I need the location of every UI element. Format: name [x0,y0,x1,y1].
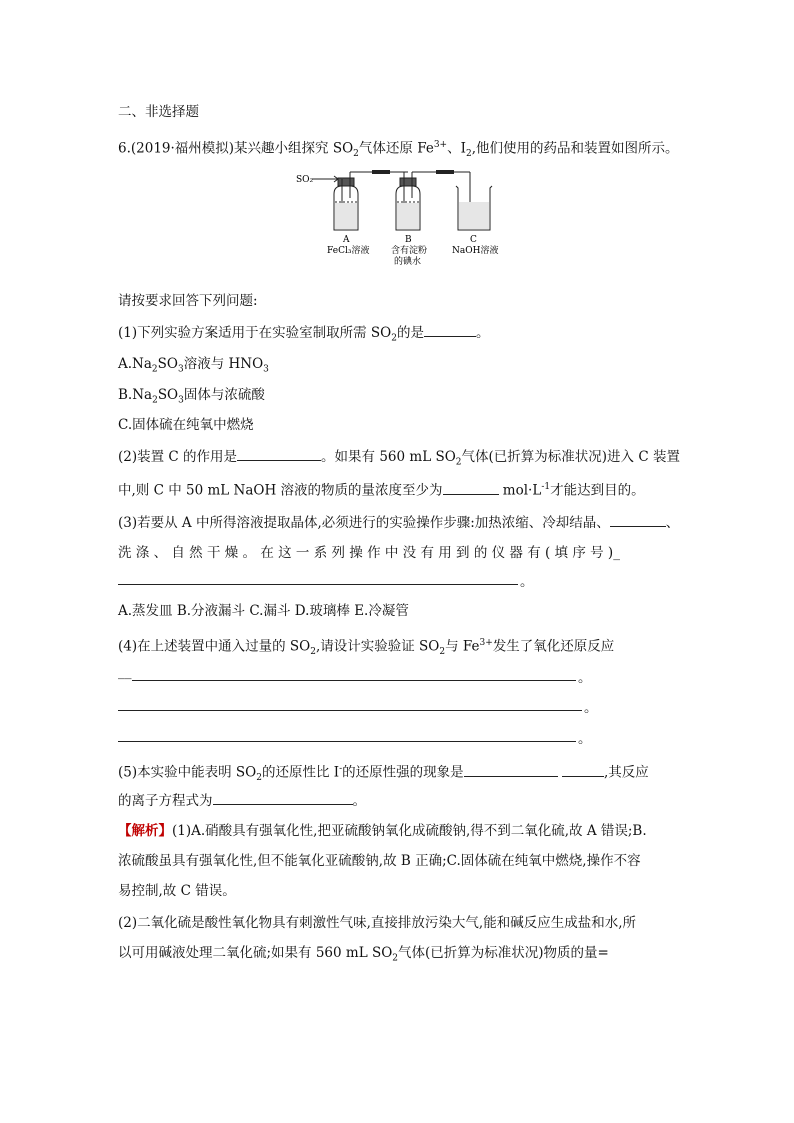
bottle-a-letter: A [343,235,350,245]
bottle-b-letter: B [405,235,412,245]
section-title: 二、非选择题 [118,104,199,120]
answer-line[interactable] [118,710,582,711]
blank-prefix: __ [118,664,132,680]
beaker-c [456,172,492,230]
period: 。 [520,574,534,590]
part-1: (1)下列实验方案适用于在实验室制取所需 $SO_2$的是 。 [118,322,489,348]
analysis-line-4: (2)二氧化硫是酸性氧化物具有刺激性气味,直接排放污染大气,能和碱反应生成盐和水,所 [118,915,636,931]
option-b: $B.Na_2SO_3$固体与浓硫酸 [118,387,265,406]
answer-blank[interactable] [213,790,353,805]
period: 。 [584,700,598,716]
analysis-line-2: 浓硫酸虽具有强氧化性,但不能氧化亚硫酸钠,故 B 正确;C.固体硫在纯氧中燃烧,操作不容 [118,853,641,869]
part-5-cont: 的离子方程式为 。 [118,790,366,810]
answer-blank[interactable] [237,446,321,461]
answer-line[interactable] [132,680,576,681]
period: 。 [578,731,592,747]
question-6-stem: 6.(2019·福州模拟)某兴趣小组探究 $SO_2$气体还原 $Fe^{3+}$、$I_2$,他们使用的药品和装置如图所示。 [118,140,679,160]
answer-blank[interactable] [424,322,476,337]
apparatus-figure [290,168,510,278]
part-3-cont: 洗 涤 、 自 然 干 燥 。 在 这 一 系 列 操 作 中 没 有 用 到 的 仪 器 有 ( 填 序 号 )_ [118,545,620,561]
answer-blank[interactable] [610,512,666,527]
part-2-cont: 中,则 C 中 50 mL NaOH 溶液的物质的量浓度至少为 $mol\cdot L^{-1}$才能达到目的。 [118,478,645,500]
beaker-c-letter: C [470,235,477,245]
analysis-tag: 【解析】 [118,823,172,839]
part-4: (4)在上述装置中通入过量的 $SO_2$,请设计实验验证 $SO_2$与 $Fe^{3+}$发生了氧化还原反应 [118,638,615,658]
bottle-b [396,172,420,230]
bottle-b-label-2: 的碘水 [394,257,422,267]
analysis-line-1: 【解析】(1)A.硝酸具有强氧化性,把亚硫酸钠氧化成硫酸钠,得不到二氧化硫,故 A 错误;B. [118,823,647,839]
instruction: 请按要求回答下列问题: [118,293,258,309]
part-2: (2)装置 C 的作用是 。如果有 560 mL $SO_2$气体(已折算为标准状况)进入 C 装置 [118,446,680,472]
answer-blank[interactable] [443,480,499,495]
analysis-line-5: 以可用碱液处理二氧化硫;如果有 560 mL $SO_2$气体(已折算为标准状况)物质的量= [118,945,609,964]
so2-inlet-label: SO₂ [296,175,314,185]
answer-line[interactable] [118,584,518,585]
part-5: (5)本实验中能表明 $SO_2$的还原性比 I-的还原性强的现象是 ,其反应 [118,760,649,787]
part-3-options: A.蒸发皿 B.分液漏斗 C.漏斗 D.玻璃棒 E.冷凝管 [118,603,409,619]
period: 。 [578,670,592,686]
answer-blank[interactable] [464,762,558,777]
answer-line[interactable] [118,741,576,742]
bottle-b-label-1: 含有淀粉 [391,246,428,256]
option-c: C.固体硫在纯氧中燃烧 [118,417,254,433]
option-a: $A.Na_2SO_3$溶液与 $HNO_3$ [118,356,269,375]
answer-blank[interactable] [562,762,604,777]
part-3: (3)若要从 A 中所得溶液提取晶体,必须进行的实验操作步骤:加热浓缩、冷却结晶、 、 [118,512,679,532]
bottle-a [334,178,358,230]
analysis-line-3: 易控制,故 C 错误。 [118,883,236,899]
beaker-c-label: NaOH溶液 [452,246,499,256]
bottle-a-label: FeCl₃溶液 [327,246,370,256]
